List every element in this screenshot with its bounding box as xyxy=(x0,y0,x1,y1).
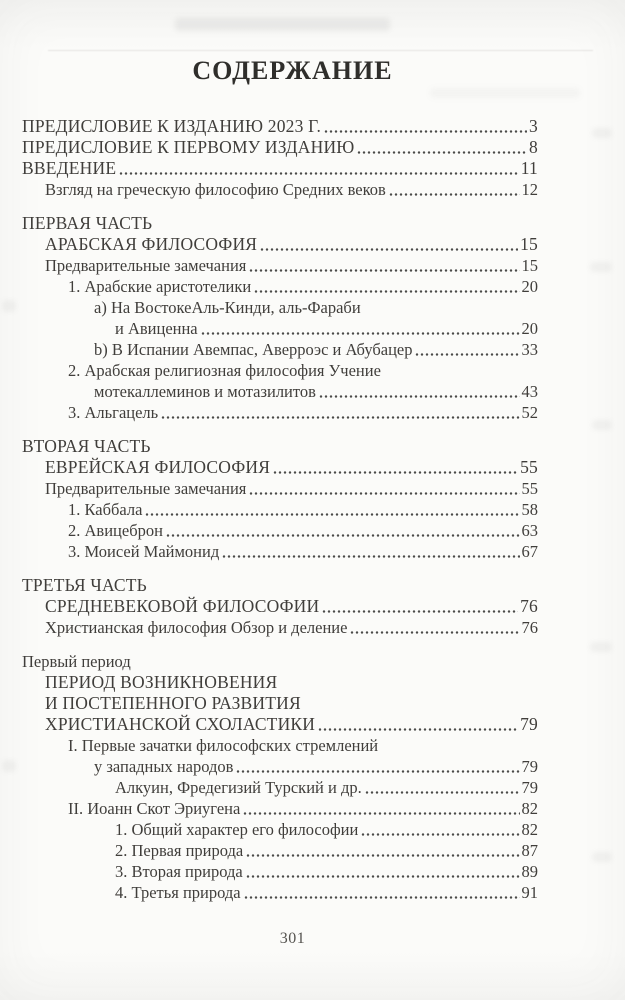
toc-list xyxy=(22,116,538,903)
toc-entry xyxy=(22,137,538,158)
toc-leader-dots xyxy=(322,609,518,614)
toc-entry xyxy=(22,276,538,297)
toc-entry xyxy=(22,798,538,819)
toc-entry-label: ПЕРИОД ВОЗНИКНОВЕНИЯ xyxy=(45,672,278,692)
toc-leader-dots xyxy=(324,129,527,134)
toc-entry-page: 79 xyxy=(521,778,538,797)
toc-entry xyxy=(22,882,538,903)
toc-entry xyxy=(22,213,538,234)
toc-leader-dots xyxy=(244,895,520,900)
bleed-through-smudge xyxy=(430,88,580,98)
toc-entry-label: ТРЕТЬЯ ЧАСТЬ xyxy=(22,575,147,595)
toc-entry-label: СРЕДНЕВЕКОВОЙ ФИЛОСОФИИ xyxy=(45,596,320,616)
toc-entry xyxy=(22,735,538,756)
toc-entry xyxy=(22,297,538,318)
bleed-through-artifact xyxy=(592,128,612,138)
toc-leader-dots xyxy=(246,874,520,879)
toc-entry xyxy=(22,861,538,882)
toc-entry-label: АРАБСКАЯ ФИЛОСОФИЯ xyxy=(45,234,258,254)
toc-leader-dots xyxy=(415,352,519,357)
toc-entry-label: a) На ВостокеАль-Кинди, аль-Фараби xyxy=(94,298,361,317)
toc-entry-page: 76 xyxy=(521,618,538,637)
toc-entry-page: 58 xyxy=(521,500,538,519)
toc-entry-page: 67 xyxy=(521,542,538,561)
toc-entry-label: II. Иоанн Скот Эриугена xyxy=(68,799,241,818)
toc-entry-page: 15 xyxy=(520,234,538,254)
toc-entry-label: ПЕРВАЯ ЧАСТЬ xyxy=(22,213,153,233)
toc-entry-page: 82 xyxy=(521,799,538,818)
toc-entry-page: 79 xyxy=(520,714,538,734)
toc-entry-label: Христианская философия Обзор и деление xyxy=(45,618,348,637)
toc-entry xyxy=(22,617,538,638)
toc-entry-page: 15 xyxy=(521,256,538,275)
toc-leader-dots xyxy=(254,289,519,294)
bleed-through-artifact xyxy=(2,760,16,772)
toc-entry-label: ПРЕДИСЛОВИЕ К ПЕРВОМУ ИЗДАНИЮ xyxy=(22,137,355,157)
toc-entry xyxy=(22,520,538,541)
toc-leader-dots xyxy=(145,512,519,517)
toc-entry xyxy=(22,575,538,596)
toc-leader-dots xyxy=(260,247,518,252)
toc-entry xyxy=(22,234,538,255)
folio-page-number: 301 xyxy=(279,930,306,947)
toc-entry-page: 33 xyxy=(521,340,538,359)
toc-entry xyxy=(22,339,538,360)
toc-leader-dots xyxy=(166,533,520,538)
toc-entry-label: Предварительные замечания xyxy=(45,479,247,498)
toc-leader-dots xyxy=(361,832,519,837)
toc-entry-page: 89 xyxy=(521,862,538,881)
toc-entry xyxy=(22,255,538,276)
page-title: СОДЕРЖАНИЕ xyxy=(192,56,393,85)
toc-leader-dots xyxy=(246,853,519,858)
toc-entry-page: 63 xyxy=(521,521,538,540)
toc-leader-dots xyxy=(249,268,519,273)
toc-entry-label: ВВЕДЕНИЕ xyxy=(22,158,117,178)
toc-entry-label: Взгляд на греческую философию Средних веков xyxy=(45,180,386,199)
toc-entry-page: 91 xyxy=(521,883,538,902)
toc-entry-label: b) В Испании Авемпас, Аверроэс и Абубацер xyxy=(94,340,413,359)
toc-entry-page: 8 xyxy=(529,137,538,157)
toc-entry-label: Алкуин, Фредегизий Турский и др. xyxy=(115,778,362,797)
toc-entry-label: 3. Вторая природа xyxy=(115,862,243,881)
toc-entry-label: 4. Третья природа xyxy=(115,883,241,902)
toc-leader-dots xyxy=(222,554,519,559)
toc-entry-page: 52 xyxy=(521,403,538,422)
bleed-through-smudge xyxy=(175,18,390,31)
toc-entry-page: 11 xyxy=(520,158,538,178)
toc-entry xyxy=(22,672,538,693)
toc-entry xyxy=(22,402,538,423)
toc-entry-page: 87 xyxy=(521,841,538,860)
toc-entry-label: ПРЕДИСЛОВИЕ К ИЗДАНИЮ 2023 Г. xyxy=(22,116,322,136)
toc-entry xyxy=(22,179,538,200)
toc-entry-page: 12 xyxy=(521,180,538,199)
bleed-through-artifact xyxy=(592,852,612,862)
toc-entry-label: у западных народов xyxy=(94,757,234,776)
toc-entry-label: ЕВРЕЙСКАЯ ФИЛОСОФИЯ xyxy=(45,457,271,477)
toc-entry-label: 2. Авицеброн xyxy=(68,521,163,540)
toc-leader-dots xyxy=(350,630,519,635)
toc-leader-dots xyxy=(201,331,520,336)
toc-entry xyxy=(22,596,538,617)
toc-entry-label: ВТОРАЯ ЧАСТЬ xyxy=(22,436,151,456)
toc-leader-dots xyxy=(119,171,519,176)
toc-entry-page: 3 xyxy=(529,116,538,136)
toc-entry-page: 20 xyxy=(521,277,538,296)
toc-entry-label: Предварительные замечания xyxy=(45,256,247,275)
toc-entry-page: 79 xyxy=(521,757,538,776)
toc-entry xyxy=(22,777,538,798)
toc-leader-dots xyxy=(273,470,518,475)
toc-entry xyxy=(22,693,538,714)
bleed-through-artifact xyxy=(2,300,16,312)
bleed-through-artifact xyxy=(590,262,612,272)
toc-entry-label: 1. Арабские аристотелики xyxy=(68,277,252,296)
toc-entry xyxy=(22,819,538,840)
toc-entry-label: 2. Первая природа xyxy=(115,841,244,860)
toc-leader-dots xyxy=(318,727,518,732)
toc-leader-dots xyxy=(319,394,520,399)
toc-entry xyxy=(22,381,538,402)
toc-entry xyxy=(22,436,538,457)
toc-entry xyxy=(22,840,538,861)
toc-leader-dots xyxy=(249,491,519,496)
bleed-through-artifact xyxy=(592,420,612,430)
toc-entry-label: Первый период xyxy=(22,652,131,671)
toc-leader-dots xyxy=(236,769,519,774)
toc-entry xyxy=(22,457,538,478)
toc-entry-page: 43 xyxy=(521,382,538,401)
toc-entry xyxy=(22,360,538,381)
toc-entry-page: 55 xyxy=(520,457,538,477)
toc-leader-dots xyxy=(243,811,519,816)
toc-entry-label: мотекаллеминов и мотазилитов xyxy=(94,382,316,401)
toc-entry xyxy=(22,499,538,520)
toc-leader-dots xyxy=(357,150,527,155)
toc-entry-label: 2. Арабская религиозная философия Учение xyxy=(68,361,381,380)
toc-entry-label: 1. Общий характер его философии xyxy=(115,820,359,839)
toc-entry-page: 55 xyxy=(521,479,538,498)
toc-entry xyxy=(22,756,538,777)
toc-entry-page: 20 xyxy=(521,319,538,338)
toc-entry-label: I. Первые зачатки философских стремлений xyxy=(68,736,379,755)
toc-entry xyxy=(22,478,538,499)
toc-entry xyxy=(22,541,538,562)
toc-entry xyxy=(22,318,538,339)
toc-entry xyxy=(22,651,538,672)
toc-leader-dots xyxy=(365,790,520,795)
toc-entry-label: И ПОСТЕПЕННОГО РАЗВИТИЯ xyxy=(45,693,301,713)
toc-entry xyxy=(22,714,538,735)
toc-entry-page: 82 xyxy=(521,820,538,839)
toc-entry-page: 76 xyxy=(520,596,538,616)
toc-leader-dots xyxy=(161,415,519,420)
toc-entry xyxy=(22,158,538,179)
toc-entry-label: и Авиценна xyxy=(115,319,198,338)
toc-entry-label: ХРИСТИАНСКОЙ СХОЛАСТИКИ xyxy=(45,714,316,734)
toc-entry-label: 3. Альгацель xyxy=(68,403,159,422)
bleed-through-artifact xyxy=(590,642,612,652)
bleed-through-line xyxy=(48,50,593,51)
toc-entry-label: 3. Моисей Маймонид xyxy=(68,542,220,561)
toc-leader-dots xyxy=(389,192,520,197)
toc-entry-label: 1. Каббала xyxy=(68,500,143,519)
toc-entry xyxy=(22,116,538,137)
